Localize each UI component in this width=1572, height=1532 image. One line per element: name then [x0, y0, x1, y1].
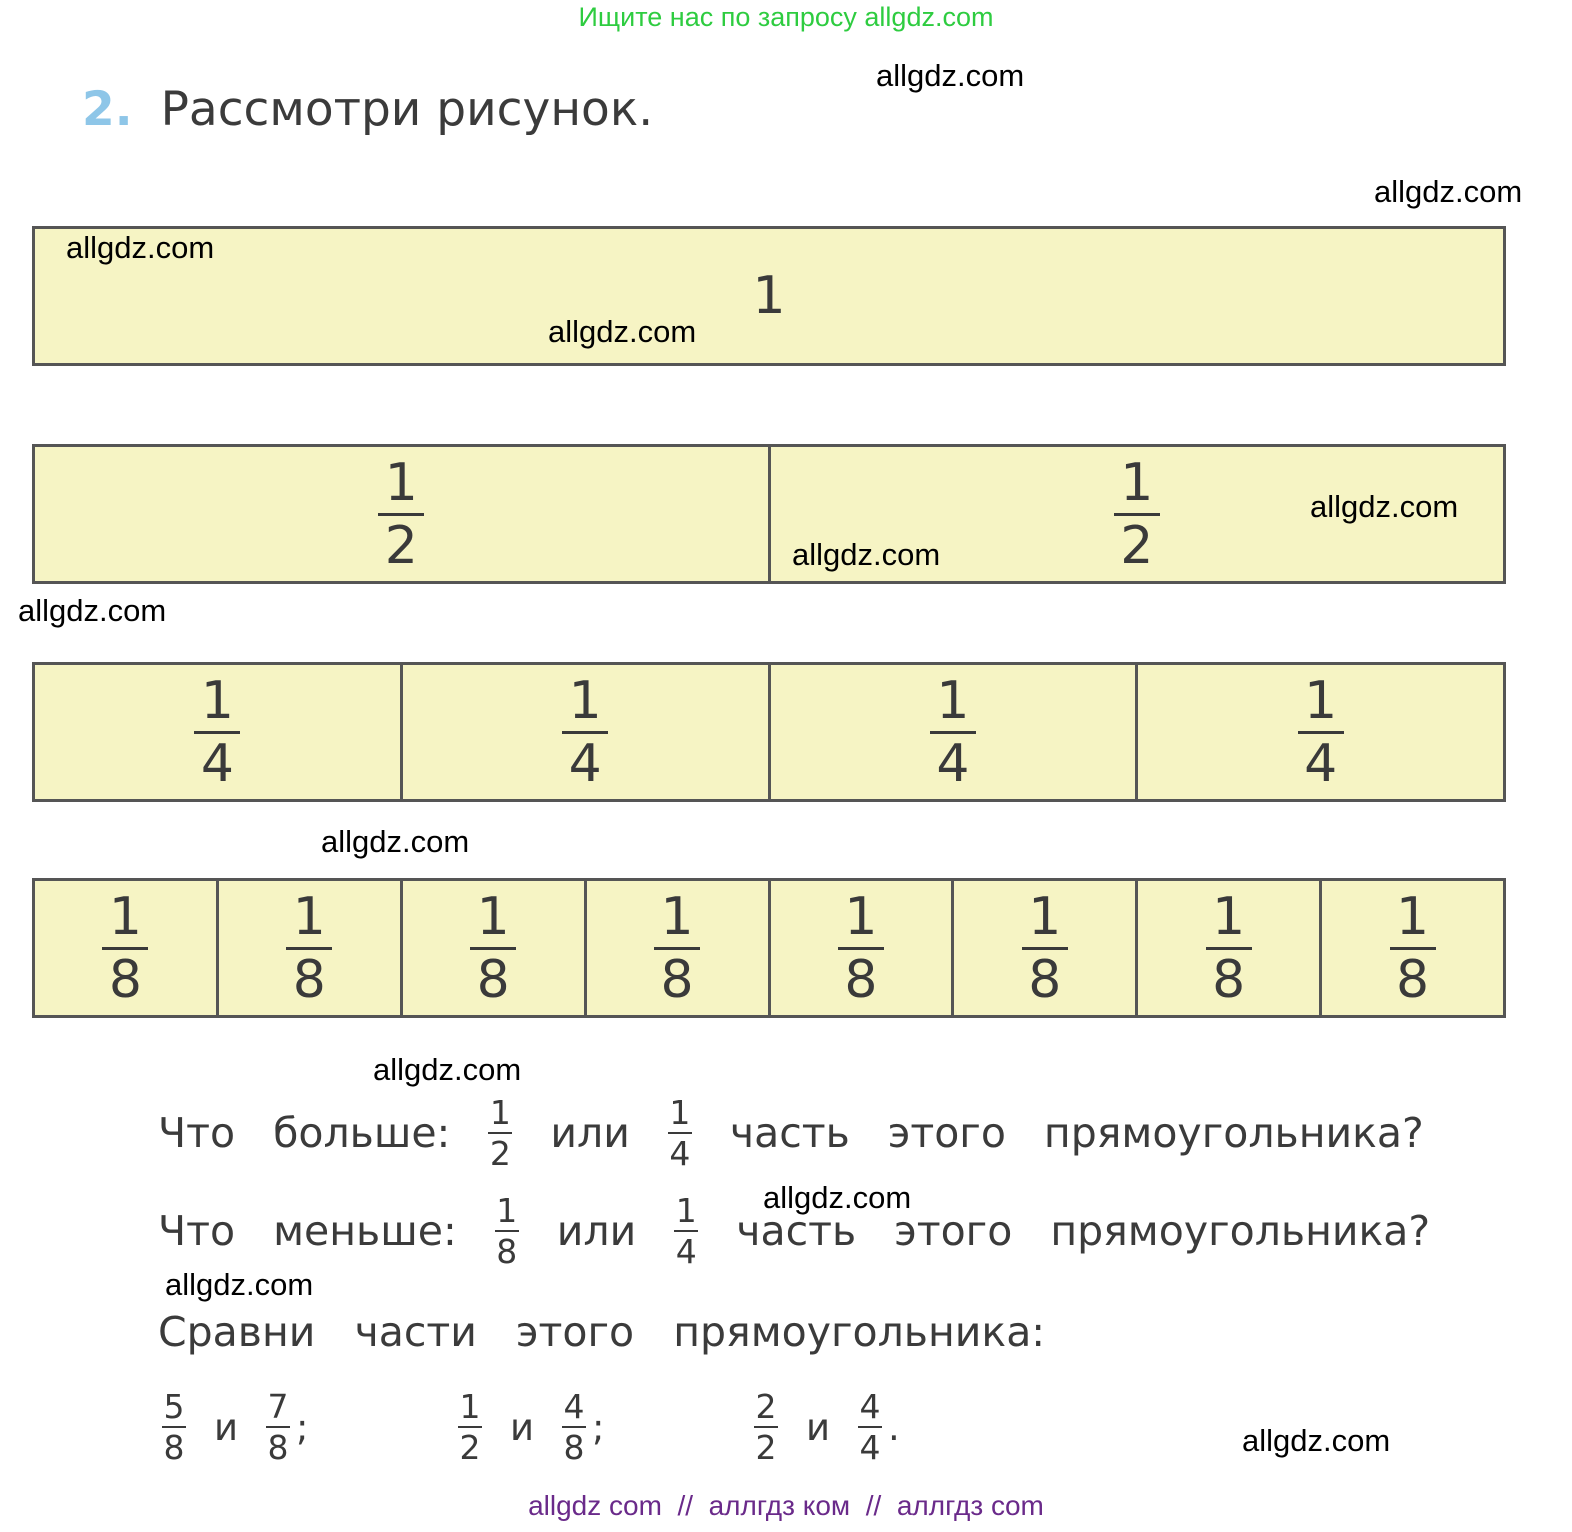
word: прямоугольника? — [1043, 1109, 1424, 1157]
punctuation: . — [888, 1405, 900, 1449]
fraction — [674, 1191, 698, 1271]
denominator: 4 — [568, 733, 602, 794]
cell-eighth — [35, 881, 219, 1015]
fraction — [654, 886, 700, 1010]
task-number: 2. — [82, 82, 133, 137]
watermark: allgdz.com — [763, 1180, 912, 1215]
numerator: 1 — [384, 452, 418, 513]
denominator: 2 — [1120, 515, 1154, 576]
fraction — [378, 452, 424, 576]
watermark: allgdz.com — [548, 314, 697, 349]
numerator: 1 — [1120, 452, 1154, 513]
watermark: allgdz.com — [18, 593, 167, 628]
denominator: 8 — [163, 1428, 185, 1467]
cell-eighth — [587, 881, 771, 1015]
denominator: 4 — [200, 733, 234, 794]
word: или — [550, 1109, 630, 1157]
numerator: 1 — [660, 886, 694, 947]
word: часть — [736, 1207, 857, 1255]
cell-eighth — [219, 881, 403, 1015]
watermark: allgdz.com — [66, 230, 215, 265]
numerator: 1 — [292, 886, 326, 947]
denominator: 8 — [108, 949, 142, 1010]
fraction — [1022, 886, 1068, 1010]
denominator: 4 — [859, 1428, 881, 1467]
cell-quarter — [403, 665, 771, 799]
compare-pair-1 — [156, 1387, 309, 1467]
compare-pair-2 — [452, 1387, 605, 1467]
and-word: и — [806, 1405, 831, 1449]
numerator: 1 — [108, 886, 142, 947]
fraction — [266, 1387, 290, 1467]
word: этого — [894, 1207, 1013, 1255]
task-title-text: Рассмотри рисунок. — [160, 82, 654, 137]
fraction — [458, 1387, 482, 1467]
watermark: allgdz.com — [792, 537, 941, 572]
task-title — [82, 82, 653, 137]
question-3: Сравни части этого прямоугольника: — [158, 1308, 1046, 1356]
denominator: 4 — [936, 733, 970, 794]
fraction — [562, 670, 608, 794]
cell-eighth — [1322, 881, 1503, 1015]
numerator: 4 — [859, 1387, 881, 1426]
numerator: 1 — [669, 1093, 691, 1132]
numerator: 7 — [267, 1387, 289, 1426]
numerator: 1 — [489, 1093, 511, 1132]
numerator: 1 — [1212, 886, 1246, 947]
numerator: 1 — [568, 670, 602, 731]
cell-eighth — [1138, 881, 1322, 1015]
numerator: 1 — [844, 886, 878, 947]
denominator: 4 — [675, 1232, 697, 1271]
denominator: 8 — [476, 949, 510, 1010]
watermark: allgdz.com — [373, 1052, 522, 1087]
denominator: 4 — [1304, 733, 1338, 794]
and-word: и — [510, 1405, 535, 1449]
fraction — [1298, 670, 1344, 794]
denominator: 2 — [384, 515, 418, 576]
cell-quarter — [771, 665, 1139, 799]
numerator: 1 — [496, 1191, 518, 1230]
top-banner: Ищите нас по запросу allgdz.com — [578, 2, 994, 32]
denominator: 8 — [496, 1232, 518, 1271]
watermark: allgdz.com — [1374, 174, 1523, 209]
punctuation: ; — [592, 1405, 605, 1449]
strip-whole — [32, 226, 1506, 366]
numerator: 1 — [200, 670, 234, 731]
whole-label: 1 — [752, 266, 786, 326]
word: прямоугольника? — [1050, 1207, 1431, 1255]
watermark: allgdz.com — [1310, 489, 1459, 524]
fraction — [668, 1093, 692, 1173]
and-word: и — [214, 1405, 239, 1449]
numerator: 1 — [936, 670, 970, 731]
fraction — [102, 886, 148, 1010]
fraction — [488, 1093, 512, 1173]
cell-half — [35, 447, 771, 581]
denominator: 8 — [267, 1428, 289, 1467]
compare-pair-3 — [748, 1387, 900, 1467]
denominator: 4 — [669, 1134, 691, 1173]
watermark: allgdz.com — [165, 1267, 314, 1302]
bottom-banner: allgdz com // аллгдз ком // аллгдз com — [528, 1490, 1044, 1521]
punctuation: ; — [296, 1405, 309, 1449]
fraction — [1390, 886, 1436, 1010]
fraction — [470, 886, 516, 1010]
fraction — [162, 1387, 186, 1467]
numerator: 1 — [1396, 886, 1430, 947]
numerator: 1 — [1028, 886, 1062, 947]
fraction — [838, 886, 884, 1010]
word: Что — [158, 1207, 236, 1255]
numerator: 4 — [563, 1387, 585, 1426]
word: меньше: — [273, 1207, 457, 1255]
cell-quarter — [35, 665, 403, 799]
numerator: 2 — [755, 1387, 777, 1426]
fraction — [286, 886, 332, 1010]
cell-whole — [35, 229, 1503, 363]
numerator: 1 — [1304, 670, 1338, 731]
cell-eighth — [771, 881, 955, 1015]
fraction — [930, 670, 976, 794]
denominator: 8 — [844, 949, 878, 1010]
denominator: 8 — [660, 949, 694, 1010]
word: часть — [729, 1109, 850, 1157]
cell-eighth — [403, 881, 587, 1015]
denominator: 8 — [292, 949, 326, 1010]
fraction — [1114, 452, 1160, 576]
watermark: allgdz.com — [876, 58, 1025, 93]
word: больше: — [273, 1109, 451, 1157]
word: Что — [158, 1109, 236, 1157]
watermark: allgdz.com — [1242, 1423, 1391, 1458]
denominator: 8 — [1212, 949, 1246, 1010]
cell-eighth — [954, 881, 1138, 1015]
numerator: 5 — [163, 1387, 185, 1426]
denominator: 2 — [459, 1428, 481, 1467]
numerator: 1 — [476, 886, 510, 947]
denominator: 8 — [1028, 949, 1062, 1010]
denominator: 2 — [489, 1134, 511, 1173]
strip-eighths — [32, 878, 1506, 1018]
fraction — [858, 1387, 882, 1467]
denominator: 2 — [755, 1428, 777, 1467]
strip-quarters — [32, 662, 1506, 802]
numerator: 1 — [459, 1387, 481, 1426]
denominator: 8 — [563, 1428, 585, 1467]
fraction — [194, 670, 240, 794]
fraction — [495, 1191, 519, 1271]
numerator: 1 — [675, 1191, 697, 1230]
denominator: 8 — [1396, 949, 1430, 1010]
word: этого — [887, 1109, 1006, 1157]
watermark: allgdz.com — [321, 824, 470, 859]
cell-quarter — [1138, 665, 1503, 799]
fraction — [1206, 886, 1252, 1010]
strip-halves — [32, 444, 1506, 584]
fraction — [562, 1387, 586, 1467]
fraction — [754, 1387, 778, 1467]
word: или — [556, 1207, 637, 1255]
question-1 — [158, 1093, 1462, 1173]
